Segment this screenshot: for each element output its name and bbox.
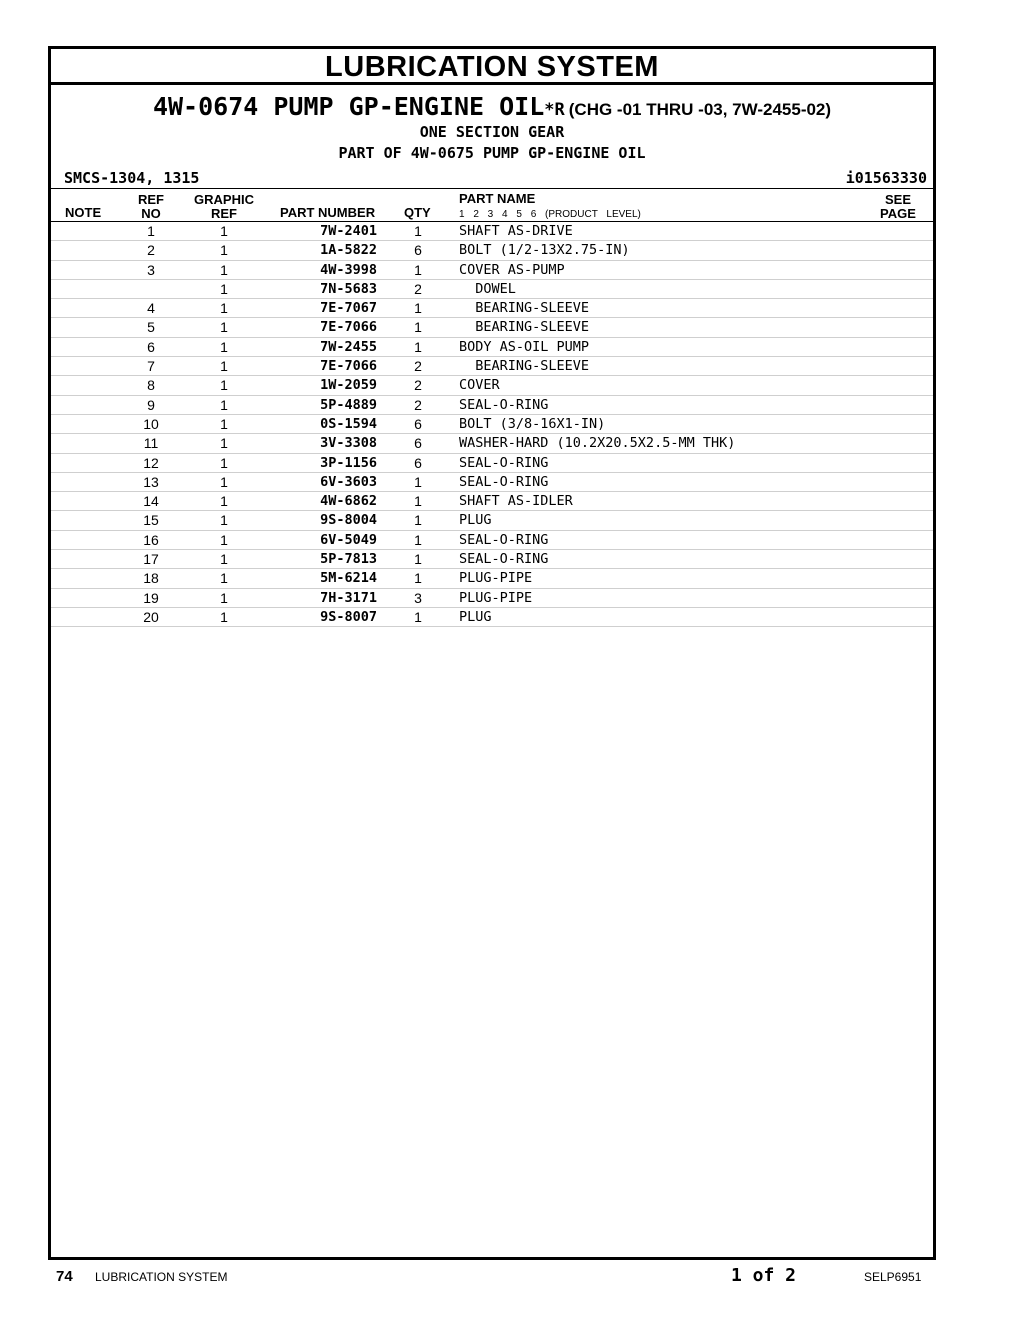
col-see-page-line1: SEE <box>884 192 912 207</box>
part-name: BOLT (3/8-16X1-IN) <box>459 415 606 432</box>
part-name: PLUG-PIPE <box>459 589 533 606</box>
graphic-ref: 1 <box>220 280 228 297</box>
qty: 1 <box>414 223 422 239</box>
page-title: LUBRICATION SYSTEM <box>51 49 933 85</box>
table-row <box>51 454 933 473</box>
qty: 6 <box>414 454 422 471</box>
graphic-ref: 1 <box>220 608 228 625</box>
col-note: NOTE <box>65 205 102 220</box>
smcs-codes: SMCS-1304, 1315 <box>64 169 200 187</box>
part-number: 7W-2401 <box>320 223 377 239</box>
part-number: 1A-5822 <box>320 242 377 259</box>
table-row <box>51 589 933 608</box>
qty: 6 <box>414 415 422 432</box>
qty: 2 <box>414 377 422 394</box>
col-ref-no-line1: REF <box>138 192 164 207</box>
table-header <box>51 189 933 222</box>
part-number: 5M-6214 <box>320 570 377 587</box>
graphic-ref: 1 <box>220 300 228 317</box>
qty: 1 <box>414 300 422 317</box>
part-name: WASHER-HARD (10.2X20.5X2.5-MM THK) <box>459 435 736 452</box>
ref-no: 2 <box>147 242 155 259</box>
part-name: SHAFT AS-IDLER <box>459 493 573 510</box>
col-qty: QTY <box>404 205 431 220</box>
qty: 3 <box>414 589 422 606</box>
part-number: 5P-4889 <box>320 396 377 413</box>
table-row <box>51 511 933 530</box>
part-name: BEARING-SLEEVE <box>459 300 590 317</box>
graphic-ref: 1 <box>220 551 228 568</box>
part-name: SEAL-O-RING <box>459 473 549 490</box>
qty: 1 <box>414 493 422 510</box>
group-code: 4W-0674 PUMP GP-ENGINE OIL <box>152 92 545 121</box>
table-row <box>51 357 933 376</box>
qty: 6 <box>414 242 422 259</box>
part-name: BEARING-SLEEVE <box>459 319 590 336</box>
footer-page-of: 1 of 2 <box>731 1265 797 1286</box>
graphic-ref: 1 <box>220 454 228 471</box>
ref-no: 18 <box>143 570 159 587</box>
illustration-id: i01563330 <box>845 169 927 187</box>
qty: 2 <box>414 396 422 413</box>
ref-no: 12 <box>143 454 159 471</box>
qty: 1 <box>414 512 422 529</box>
group-header <box>51 85 933 189</box>
qty: 1 <box>414 608 422 625</box>
ref-no: 4 <box>147 300 155 317</box>
qty: 1 <box>414 531 422 548</box>
part-number: 9S-8004 <box>320 512 377 529</box>
table-row <box>51 241 933 260</box>
qty: 1 <box>414 473 422 490</box>
page-frame <box>48 46 936 1260</box>
part-number: 7W-2455 <box>320 338 377 355</box>
part-name: PLUG-PIPE <box>459 570 533 587</box>
graphic-ref: 1 <box>220 242 228 259</box>
change-note: (CHG -01 THRU -03, 7W-2455-02) <box>568 100 832 119</box>
qty: 2 <box>414 280 422 297</box>
ref-no: 14 <box>143 493 159 510</box>
graphic-ref: 1 <box>220 512 228 529</box>
ref-no: 5 <box>147 319 155 336</box>
part-name: BOLT (1/2-13X2.75-IN) <box>459 242 630 259</box>
graphic-ref: 1 <box>220 261 228 278</box>
col-see-page-line2: PAGE <box>880 206 916 221</box>
graphic-ref: 1 <box>220 319 228 336</box>
table-row <box>51 222 933 241</box>
col-see-page <box>880 193 916 221</box>
ref-no: 1 <box>147 223 155 239</box>
table-row <box>51 492 933 511</box>
graphic-ref: 1 <box>220 570 228 587</box>
table-row <box>51 531 933 550</box>
graphic-ref: 1 <box>220 415 228 432</box>
part-name: SEAL-O-RING <box>459 396 549 413</box>
ref-no: 3 <box>147 261 155 278</box>
part-name: COVER <box>459 377 500 394</box>
table-row <box>51 608 933 627</box>
group-subtitle: ONE SECTION GEAR <box>419 123 565 141</box>
graphic-ref: 1 <box>220 377 228 394</box>
footer-section: LUBRICATION SYSTEM <box>95 1270 228 1284</box>
qty: 1 <box>414 551 422 568</box>
parts-table <box>51 222 933 627</box>
table-row <box>51 415 933 434</box>
table-row <box>51 376 933 395</box>
part-number: 7E-7066 <box>320 358 377 375</box>
ref-no: 15 <box>143 512 159 529</box>
parent-group: PART OF 4W-0675 PUMP GP-ENGINE OIL <box>338 144 646 162</box>
footer-page-number: 74 <box>56 1268 73 1285</box>
part-number: 7E-7067 <box>320 300 377 317</box>
table-row <box>51 299 933 318</box>
part-name: SHAFT AS-DRIVE <box>459 223 573 239</box>
table-row <box>51 473 933 492</box>
graphic-ref: 1 <box>220 493 228 510</box>
qty: 1 <box>414 319 422 336</box>
part-name: SEAL-O-RING <box>459 551 549 568</box>
graphic-ref: 1 <box>220 589 228 606</box>
ref-no: 11 <box>143 435 159 452</box>
ref-no: 20 <box>143 608 159 625</box>
table-row <box>51 280 933 299</box>
col-ref-no-line2: NO <box>141 206 161 221</box>
ref-no: 8 <box>147 377 155 394</box>
graphic-ref: 1 <box>220 223 228 239</box>
ref-no: 16 <box>143 531 159 548</box>
part-name: PLUG <box>459 512 492 529</box>
ref-no: 6 <box>147 338 155 355</box>
qty: 1 <box>414 261 422 278</box>
part-name: SEAL-O-RING <box>459 454 549 471</box>
ref-no: 19 <box>143 589 159 606</box>
col-graphic-ref <box>194 193 254 221</box>
part-number: 7H-3171 <box>320 589 377 606</box>
part-number: 4W-6862 <box>320 493 377 510</box>
ref-no: 13 <box>143 473 159 490</box>
col-part-number: PART NUMBER <box>280 205 376 220</box>
qty: 1 <box>414 338 422 355</box>
part-number: 3P-1156 <box>320 454 377 471</box>
revision-marker: *R <box>544 100 565 120</box>
part-number: 1W-2059 <box>320 377 377 394</box>
col-part-name: PART NAME <box>459 191 536 206</box>
col-graphic-ref-line2: REF <box>210 206 237 221</box>
part-number: 6V-5049 <box>320 531 377 548</box>
col-ref-no <box>138 193 164 221</box>
footer-document-id: SELP6951 <box>864 1270 922 1284</box>
part-number: 7N-5683 <box>320 280 377 297</box>
part-number: 6V-3603 <box>320 473 377 490</box>
table-row <box>51 569 933 588</box>
part-name: BODY AS-OIL PUMP <box>459 338 590 355</box>
part-number: 3V-3308 <box>320 435 377 452</box>
part-name: SEAL-O-RING <box>459 531 549 548</box>
part-number: 9S-8007 <box>320 608 377 625</box>
ref-no: 17 <box>143 551 159 568</box>
part-number: 4W-3998 <box>320 261 377 278</box>
part-name: DOWEL <box>459 280 516 297</box>
qty: 6 <box>414 435 422 452</box>
col-graphic-ref-line1: GRAPHIC <box>194 192 254 207</box>
graphic-ref: 1 <box>220 358 228 375</box>
graphic-ref: 1 <box>220 531 228 548</box>
part-name: PLUG <box>459 608 492 625</box>
part-name: COVER AS-PUMP <box>459 261 565 278</box>
table-row <box>51 434 933 453</box>
table-row <box>51 550 933 569</box>
graphic-ref: 1 <box>220 338 228 355</box>
graphic-ref: 1 <box>220 435 228 452</box>
part-number: 5P-7813 <box>320 551 377 568</box>
ref-no: 9 <box>147 396 155 413</box>
table-row <box>51 318 933 337</box>
qty: 1 <box>414 570 422 587</box>
product-levels: 1 2 3 4 5 6 (PRODUCT LEVEL) <box>459 209 641 220</box>
part-number: 7E-7066 <box>320 319 377 336</box>
graphic-ref: 1 <box>220 473 228 490</box>
part-name: BEARING-SLEEVE <box>459 358 590 375</box>
ref-no: 10 <box>143 415 159 432</box>
group-title <box>51 92 933 121</box>
table-row <box>51 396 933 415</box>
part-number: 0S-1594 <box>320 415 377 432</box>
ref-no: 7 <box>147 358 155 375</box>
table-row <box>51 338 933 357</box>
table-row <box>51 261 933 280</box>
qty: 2 <box>414 358 422 375</box>
graphic-ref: 1 <box>220 396 228 413</box>
